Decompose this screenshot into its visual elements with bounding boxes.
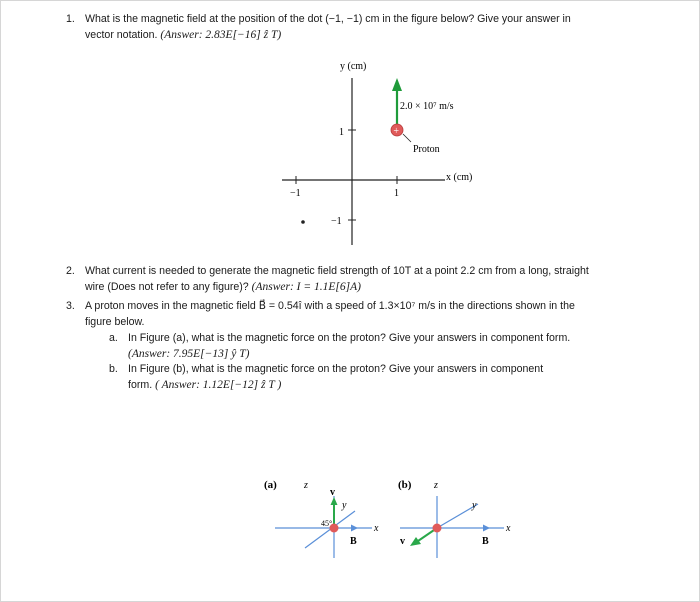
figure-a <box>264 479 379 558</box>
z-axis-label: z <box>304 480 308 491</box>
answer-text: ( Answer: 1.12E[−12] ẑ T ) <box>155 378 282 391</box>
question-3a <box>109 331 689 363</box>
x-axis-label: x <box>374 523 379 534</box>
velocity-label: v⃗ <box>330 487 343 498</box>
sub-question-letter: a. <box>109 332 118 344</box>
question-3b <box>109 362 689 394</box>
question-3 <box>66 299 686 331</box>
proton-leader-line <box>403 134 411 142</box>
figure-2-force-diagrams <box>250 468 540 568</box>
question-1 <box>66 12 686 44</box>
question-3-line-1: A proton moves in the magnetic field B⃗ = 0.54î with a speed of 1.3×10⁷ m/s in the directions shown in the <box>85 300 575 312</box>
question-text: form. <box>128 378 153 391</box>
z-axis-label: z <box>434 480 438 491</box>
proton-marker <box>433 524 442 533</box>
x-axis-label: x <box>506 523 511 534</box>
question-2 <box>66 264 686 296</box>
velocity-label: v⃗ <box>400 536 413 547</box>
y-tick-label-negative: −1 <box>331 216 342 227</box>
figure-1-coordinate-plot <box>260 50 520 250</box>
y-axis-label: y <box>472 500 477 511</box>
y-tick-label-positive: 1 <box>339 127 344 138</box>
y-axis-label: y (cm) <box>340 61 367 72</box>
question-3b-line-2 <box>128 378 281 394</box>
x-tick-label-negative: −1 <box>290 188 301 199</box>
proton-plus-sign: + <box>393 126 400 137</box>
question-3a-line-1: In Figure (a), what is the magnetic force on the proton? Give your answers in component form. <box>128 332 571 344</box>
question-number: 2. <box>66 265 75 277</box>
y-axis-label: y <box>342 500 347 511</box>
question-number: 3. <box>66 300 75 312</box>
proton-label: Proton <box>413 144 440 155</box>
question-text: wire (Does not refer to any figure)? <box>85 280 252 293</box>
sub-question-letter: b. <box>109 363 118 375</box>
question-number: 1. <box>66 13 75 25</box>
figure-b <box>398 479 511 558</box>
question-1-line-2 <box>85 28 281 44</box>
x-axis-label: x (cm) <box>446 172 473 183</box>
velocity-arrowhead <box>392 78 402 91</box>
answer-text: (Answer: 7.95E[−13] ŷ T) <box>128 347 250 360</box>
question-1-line-1: What is the magnetic field at the position of the dot (−1, −1) cm in the figure below? Give your answer in <box>85 13 571 25</box>
question-3b-line-1: In Figure (b), what is the magnetic force on the proton? Give your answers in component <box>128 363 544 375</box>
question-text: vector notation. <box>85 28 161 41</box>
angle-label: 45° <box>321 519 333 528</box>
b-field-arrowhead <box>483 525 490 532</box>
question-2-line-2 <box>85 280 361 296</box>
x-tick-label-positive: 1 <box>394 188 399 199</box>
b-field-label: B⃗ <box>350 536 365 547</box>
answer-text: (Answer: 2.83E[−16] ẑ T) <box>160 28 282 41</box>
figure-b-label: (b) <box>398 479 412 491</box>
b-field-arrowhead <box>351 525 358 532</box>
velocity-label: 2.0 × 10⁷ m/s <box>400 101 454 112</box>
question-3-line-2: figure below. <box>85 315 145 328</box>
answer-text: (Answer: I = 1.1E[6]A) <box>251 280 361 293</box>
question-2-line-1: What current is needed to generate the magnetic field strength of 10T at a point 2.2 cm from a long, straight <box>85 265 589 277</box>
figure-a-label: (a) <box>264 479 277 491</box>
velocity-arrowhead <box>331 497 338 505</box>
field-point-dot <box>301 220 305 224</box>
b-field-label: B⃗ <box>482 536 497 547</box>
